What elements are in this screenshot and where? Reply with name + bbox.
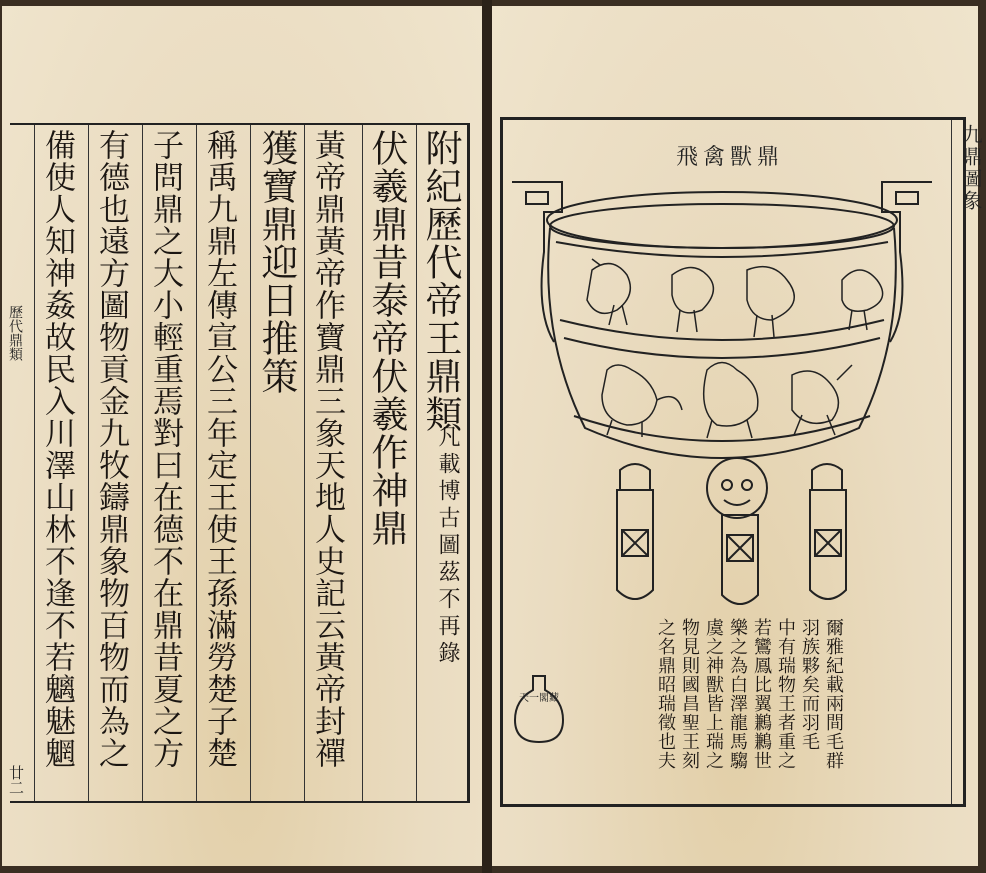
column-rule [142,125,143,801]
text-column-2: 伏羲鼎昔泰帝伏羲作神鼎 [365,129,408,547]
text-column-8: 備使人知神姦故民入川澤山林不逢不若魑魅魍 [39,129,75,769]
text-column-1-note: 凡載博古圖茲不再錄 [435,425,460,668]
right-handle [882,182,932,342]
text-column-7: 有德也遠方圖物貢金九牧鑄鼎象物百物而為之 [93,129,129,769]
left-handle [512,182,562,342]
text-column-6: 子問鼎之大小輕重焉對曰在德不在鼎昔夏之方 [147,129,183,769]
column-rule [416,125,417,801]
text-column-5: 稱禹九鼎左傳宣公三年定王使王孫滿勞楚子楚 [201,129,237,769]
edge-title: 九鼎圖象 [959,124,983,212]
taotie-mask [707,458,767,518]
cauldron-rim [547,192,897,248]
column-rule [951,120,952,804]
column-rule [88,125,89,801]
column-rule [304,125,305,801]
text-column-1: 附紀歷代帝王鼎類 [419,129,462,433]
description-column-1: 爾雅紀載兩間毛群 [823,618,844,770]
book-gutter [482,0,492,873]
description-column-4: 若鸞鳳比翼鶼鶼世 [751,618,772,770]
description-column-3: 中有瑞物王者重之 [775,618,796,770]
description-column-8: 之名鼎昭瑞徵也夫 [655,618,676,770]
text-column-3: 黃帝鼎黃帝作寶鼎三象天地人史記云黃帝封禪 [309,129,345,769]
illustration-title: 飛禽獸鼎 [676,145,785,170]
beast-figures [602,363,852,439]
description-column-2: 羽族夥矣而羽毛 [799,618,820,751]
left-text-frame [7,123,470,803]
column-rule [362,125,363,801]
bird-figures [587,259,883,337]
page-number: 廿二 [7,765,25,795]
description-column-6: 虞之神獸皆上瑞之 [703,618,724,770]
collector-seal-icon [513,672,565,744]
column-rule [250,125,251,801]
page-heading: 歷代鼎類 [7,305,23,361]
seal-text: 天一閣藏 [519,693,559,704]
text-column-4: 獲寶鼎迎日推策 [255,129,298,395]
cauldron-illustration [502,170,942,610]
column-rule [196,125,197,801]
description-column-5: 樂之為白澤龍馬騶 [727,618,748,770]
column-rule [34,125,35,801]
description-column-7: 物見則國昌聖王刻 [679,618,700,770]
